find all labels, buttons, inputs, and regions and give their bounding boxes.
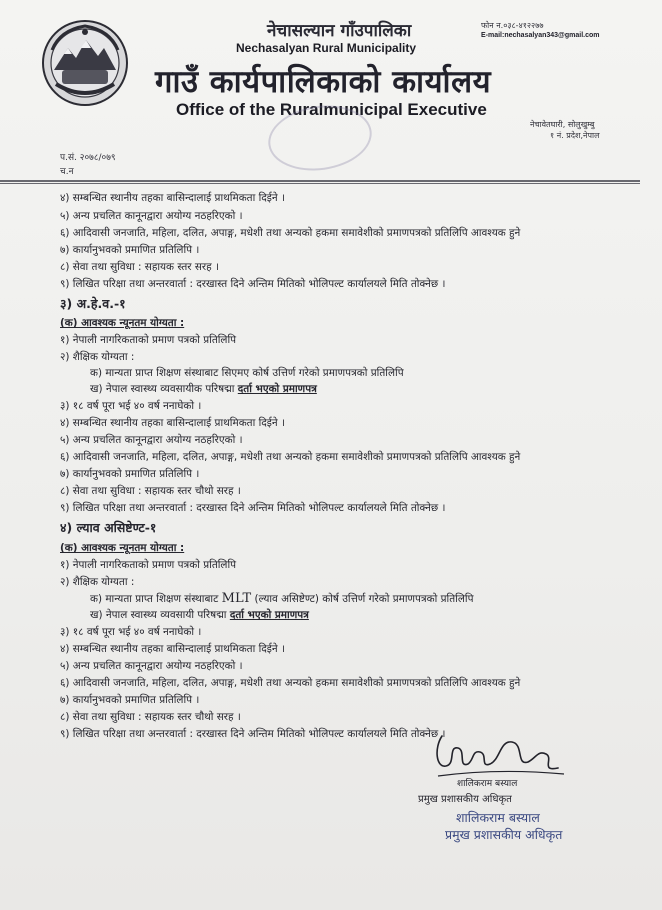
list-item: १) नेपाली नागरिकताको प्रमाण पत्रको प्रतिलिपि — [60, 559, 237, 571]
qualification-subheading-text: (क) आवश्यक न्यूनतम योग्यता : — [60, 542, 185, 554]
list-item: ७) कार्यानुभवको प्रमाणित प्रतिलिपि । — [60, 468, 200, 480]
list-item: २) शैक्षिक योग्यता : — [60, 351, 135, 363]
email-address: E-mail:nechasalyan343@gmail.com — [481, 32, 600, 39]
qualification-subheading-text: (क) आवश्यक न्यूनतम योग्यता : — [60, 317, 185, 329]
reference-number: प.सं. २०७८/०७९ — [60, 153, 116, 163]
list-item: ९) लिखित परिक्षा तथा अन्तरवार्ता : दरखास्त दिने अन्तिम मितिको भोलिपल्ट कार्यालयले मिति तोक्नेछ । — [60, 502, 446, 514]
dispatch-number: च.न — [60, 167, 74, 177]
header-divider-thin — [0, 183, 640, 184]
stamp-signer-name: शालिकराम बस्याल — [456, 810, 540, 825]
section-heading-lab-assistant: ४) ल्याव असिष्टेण्ट-१ — [60, 520, 157, 535]
list-item-text: (ल्याव असिष्टेण्ट) कोर्ष उत्तिर्ण गरेको प्रमाणपत्रको प्रतिलिपि — [251, 593, 474, 605]
list-item: ७) कार्यानुभवको प्रमाणित प्रतिलिपि । — [60, 694, 200, 706]
phone-number: फोन न.०३८-४१२२७७ — [481, 21, 544, 30]
list-item: ८) सेवा तथा सुविधा : सहायक स्तर चौथो सरह । — [60, 711, 241, 723]
municipality-english-name: Nechasalyan Rural Municipality — [236, 41, 417, 55]
list-item: ६) आदिवासी जनजाति, महिला, दलित, अपाङ्ग, मधेशी तथा अन्यको हकमा समावेशीको प्रमाणपत्रको प्रतिलिपि आवश्यक हुने — [60, 677, 521, 689]
qualification-subheading — [60, 541, 184, 555]
list-item: ५) अन्य प्रचलित कानूनद्वारा अयोग्य नठहरिएको । — [60, 434, 243, 446]
list-item: ७) कार्यानुभवको प्रमाणित प्रतिलिपि । — [60, 244, 200, 256]
list-item: ४) सम्बन्धित स्थानीय तहका बासिन्दालाई प्राथमिकता दिईने । — [60, 192, 285, 204]
section-heading-aheb: ३) अ.हे.व.-१ — [60, 296, 126, 311]
list-item: ३) १८ वर्ष पूरा भई ४० वर्ष ननाघेको । — [60, 626, 202, 638]
list-item-emphasis: दर्ता भएको प्रमाणपत्र — [237, 383, 317, 395]
list-item: २) शैक्षिक योग्यता : — [60, 576, 135, 588]
list-item: ९) लिखित परिक्षा तथा अन्तरवार्ता : दरखास्त दिने अन्तिम मितिको भोलिपल्ट कार्यालयले मिति तोक्नेछ । — [60, 728, 446, 740]
list-item-emphasis: दर्ता भएको प्रमाणपत्र — [229, 609, 309, 621]
list-item-mlt: MLT — [221, 591, 252, 606]
list-item: ५) अन्य प्रचलित कानूनद्वारा अयोग्य नठहरिएको । — [60, 210, 243, 222]
office-english-title: Office of the Ruralmunicipal Executive — [176, 100, 487, 119]
stamp-signer-designation: प्रमुख प्रशासकीय अधिकृत — [445, 827, 563, 842]
list-item: ५) अन्य प्रचलित कानूनद्वारा अयोग्य नठहरिएको । — [60, 660, 243, 672]
list-item — [90, 382, 317, 396]
list-item: ९) लिखित परिक्षा तथा अन्तरवार्ता : दरखास्त दिने अन्तिम मितिको भोलिपल्ट कार्यालयले मिति तोक्नेछ । — [60, 278, 446, 290]
header-divider — [0, 180, 640, 182]
signer-designation: प्रमुख प्रशासकीय अधिकृत — [418, 794, 512, 805]
list-item-text: क) मान्यता प्राप्त शिक्षण संस्थाबाट — [90, 593, 222, 605]
list-item — [90, 591, 474, 606]
municipality-emblem-icon — [40, 18, 130, 108]
list-item-text: ख) नेपाल स्वास्थ्य व्यवसायी परिषद्मा — [90, 609, 230, 621]
list-item: ४) सम्बन्धित स्थानीय तहका बासिन्दालाई प्राथमिकता दिईने । — [60, 417, 285, 429]
office-nepali-title: गाउँ कार्यपालिकाको कार्यालय — [155, 64, 492, 100]
list-item: ६) आदिवासी जनजाति, महिला, दलित, अपाङ्ग, मधेशी तथा अन्यको हकमा समावेशीको प्रमाणपत्रको प्रतिलिपि आवश्यक हुने — [60, 451, 521, 463]
signer-name: शालिकराम बस्याल — [457, 779, 518, 789]
list-item: ३) १८ वर्ष पूरा भई ४० वर्ष ननाघेको । — [60, 400, 202, 412]
list-item: ८) सेवा तथा सुविधा : सहायक स्तर सरह । — [60, 261, 219, 273]
address-line-2: १ नं. प्रदेश,नेपाल — [550, 131, 600, 140]
list-item-text: ख) नेपाल स्वास्थ्य व्यवसायीक परिषद्मा — [90, 383, 238, 395]
list-item: ४) सम्बन्धित स्थानीय तहका बासिन्दालाई प्राथमिकता दिईने । — [60, 643, 285, 655]
address-line-1: नेचावेतघारी, सोलुखुम्बु — [530, 120, 595, 129]
list-item: ६) आदिवासी जनजाति, महिला, दलित, अपाङ्ग, मधेशी तथा अन्यको हकमा समावेशीको प्रमाणपत्रको प्रतिलिपि आवश्यक हुने — [60, 227, 521, 239]
list-item: १) नेपाली नागरिकताको प्रमाण पत्रको प्रतिलिपि — [60, 334, 237, 346]
municipality-nepali-name: नेचासल्यान गाँउपालिका — [267, 21, 412, 41]
qualification-subheading — [60, 316, 184, 330]
list-item: क) मान्यता प्राप्त शिक्षण संस्थाबाट सिएमए कोर्ष उत्तिर्ण गरेको प्रमाणपत्रको प्रतिलिपि — [90, 367, 404, 379]
list-item: ८) सेवा तथा सुविधा : सहायक स्तर चौथो सरह । — [60, 485, 241, 497]
list-item — [90, 608, 309, 622]
